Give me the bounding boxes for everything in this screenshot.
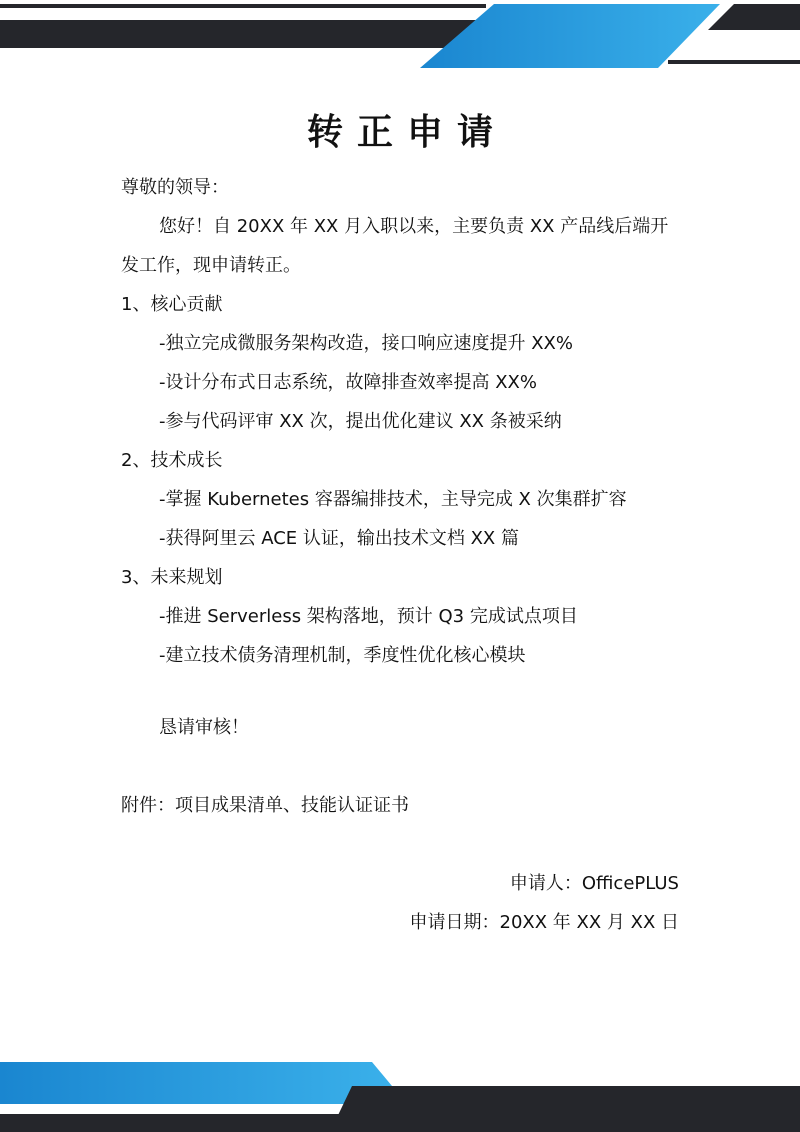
header-blue-band: [420, 4, 720, 68]
header-decoration: [0, 0, 800, 80]
signature-block: [410, 864, 680, 942]
applicant-line: 申请人：OfficePLUS: [509, 873, 679, 894]
intro-paragraph: 您好！自 20XX 年 XX 月入职以来，主要负责 XX 产品线后端开发工作，现申请转正。: [121, 216, 669, 276]
section-heading: 1、核心贡献: [121, 294, 223, 315]
date-line: 申请日期：20XX 年 XX 月 XX 日: [409, 912, 679, 933]
header-dark-band-right: [708, 4, 800, 30]
list-item: -建立技术债务清理机制，季度性优化核心模块: [159, 645, 526, 666]
closing-line: 恳请审核！: [159, 717, 249, 738]
attachment-block: [121, 786, 681, 825]
list-item: -推进 Serverless 架构落地，预计 Q3 完成试点项目: [159, 606, 578, 627]
section-heading: 3、未来规划: [121, 567, 223, 588]
closing-block: [121, 708, 681, 747]
footer-blue-band: [0, 1062, 392, 1104]
list-item: -获得阿里云 ACE 认证，输出技术文档 XX 篇: [159, 528, 519, 549]
section-heading: 2、技术成长: [121, 450, 223, 471]
header-thin-line: [0, 4, 486, 8]
attachment-line: 附件：项目成果清单、技能认证证书: [121, 795, 409, 816]
list-item: -参与代码评审 XX 次，提出优化建议 XX 条被采纳: [159, 411, 562, 432]
footer-decoration: [0, 1062, 800, 1132]
salutation: 尊敬的领导：: [121, 177, 229, 198]
list-item: -独立完成微服务架构改造，接口响应速度提升 XX%: [159, 333, 573, 354]
footer-dark-band-right: [330, 1086, 800, 1132]
page-title: 转正申请: [306, 112, 507, 153]
header-dark-band-left: [0, 20, 488, 48]
list-item: -掌握 Kubernetes 容器编排技术，主导完成 X 次集群扩容: [159, 489, 627, 510]
letter-body: [121, 168, 681, 675]
list-item: -设计分布式日志系统，故障排查效率提高 XX%: [159, 372, 537, 393]
footer-dark-band-left: [0, 1114, 352, 1132]
header-thin-line-right: [668, 60, 800, 64]
